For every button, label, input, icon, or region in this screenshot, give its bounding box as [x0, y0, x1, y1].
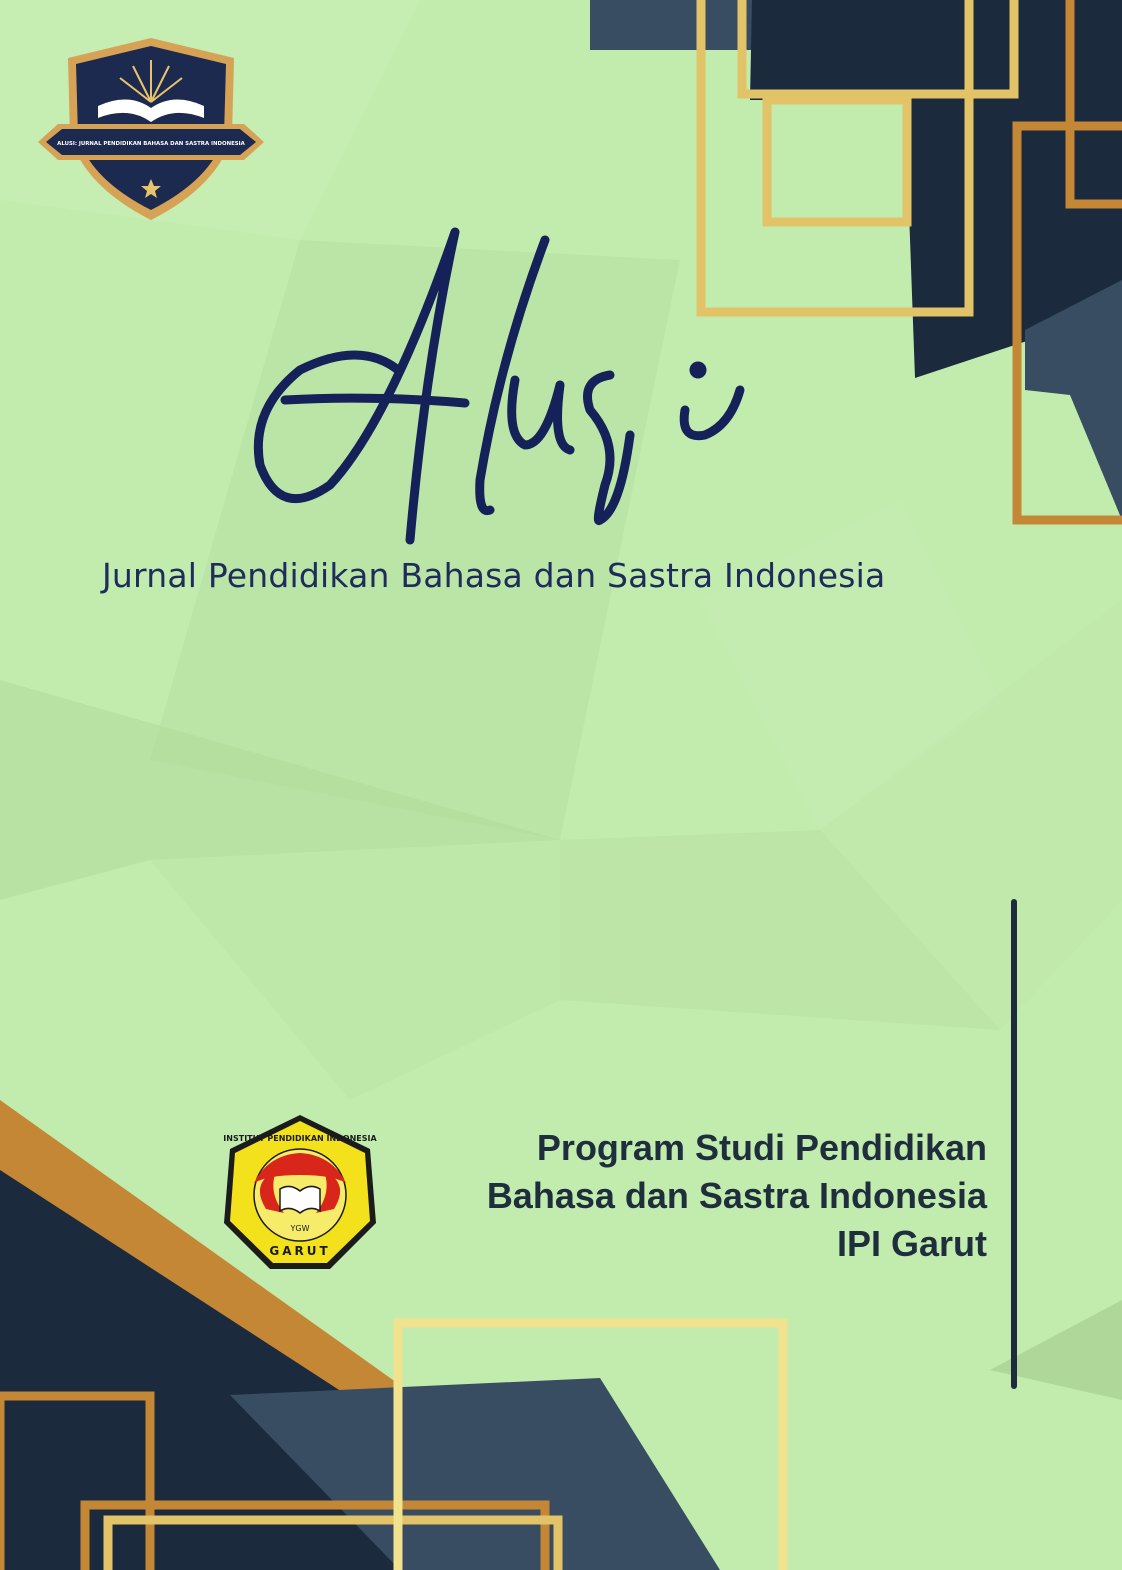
journal-subtitle: Jurnal Pendidikan Bahasa dan Sastra Indonesia [102, 556, 886, 595]
program-line-2: Bahasa dan Sastra Indonesia [486, 1175, 987, 1216]
institution-emblem [220, 1113, 380, 1273]
program-line-1: Program Studi Pendidikan [536, 1127, 987, 1168]
emblem-ring-text: INSTITUT PENDIDIKAN INDONESIA [223, 1134, 377, 1143]
study-program-block [427, 1124, 987, 1268]
journal-shield-logo [38, 36, 264, 222]
journal-logo-text: ALUSI: JURNAL PENDIDIKAN BAHASA DAN SASTRA INDONESIA [57, 141, 245, 147]
emblem-small-text: YGW [290, 1224, 310, 1233]
journal-title [250, 220, 750, 560]
book-icon [280, 1186, 320, 1213]
program-line-3: IPI Garut [836, 1223, 987, 1264]
vertical-accent-bar [1011, 899, 1017, 1389]
emblem-bottom-text: GARUT [269, 1244, 331, 1258]
